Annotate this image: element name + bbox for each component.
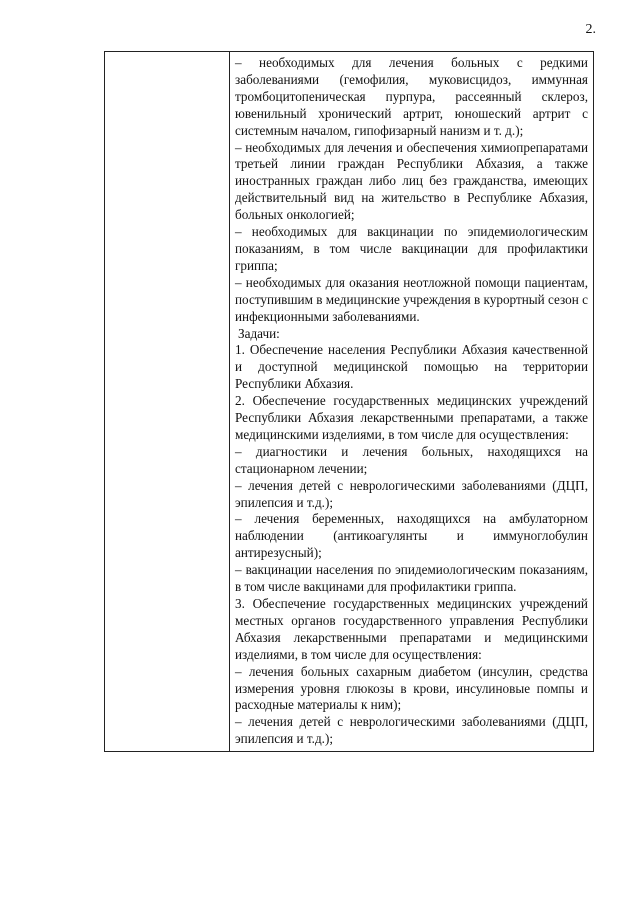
task-3-item-diabetes: – лечения больных сахарным диабетом (инсулин, средства измерения уровня глюкозы в крови, инсулиновые помпы и расходные материалы к ним); xyxy=(235,663,588,713)
task-1: 1. Обеспечение населения Республики Абхазия качественной и доступной медицинской помощью на территории Республики Абхазия. xyxy=(235,342,588,392)
paragraph-rare-diseases: – необходимых для лечения больных с редкими заболеваниями (гемофилия, муковисцидоз, иммунная тромбоцитопеническая пурпура, рассеянный склероз, ювенильный хронический артрит, юношеский артрит с системным началом, гипофизарный нанизм и т. д.); xyxy=(235,55,588,138)
task-2-item-pregnant: – лечения беременных, находящихся на амбулаторном наблюдении (антикоагулянты и иммуноглобулин антирезусный); xyxy=(235,511,588,561)
task-3-item-children-neurology: – лечения детей с неврологическими заболеваниями (ДЦП, эпилепсия и т.д.); xyxy=(235,714,588,747)
tasks-heading: Задачи: xyxy=(238,325,280,341)
paragraph-emergency-care: – необходимых для оказания неотложной помощи пациентам, поступившим в медицинские учреждения в курортный сезон с инфекционными заболеваниями. xyxy=(235,274,588,324)
left-column-cell xyxy=(105,52,230,752)
task-2: 2. Обеспечение государственных медицинских учреждений Республики Абхазия лекарственными препаратами, а также медицинскими изделиями, в том числе для осуществления: xyxy=(235,393,588,442)
task-3: 3. Обеспечение государственных медицинских учреждений местных органов государственного управления Республики Абхазия лекарственными препаратами и медицинскими изделиями, в том числе для осуществления: xyxy=(235,596,588,662)
paragraph-chemotherapy: – необходимых для лечения и обеспечения химиопрепаратами третьей линии граждан Республики Абхазия, а также иностранных граждан либо лиц без гражданства, имеющих действительный вид на жительство в Республике Абхазия, больных онкологией; xyxy=(235,139,588,223)
content-table xyxy=(104,51,594,752)
paragraph-vaccination: – необходимых для вакцинации по эпидемиологическим показаниям, в том числе вакцинации для профилактики гриппа; xyxy=(235,224,588,273)
table-row xyxy=(105,52,594,752)
page-number: 2. xyxy=(585,22,596,37)
task-2-item-children-neurology: – лечения детей с неврологическими заболеваниями (ДЦП, эпилепсия и т.д.); xyxy=(235,477,588,510)
task-2-item-diagnostics: – диагностики и лечения больных, находящихся на стационарном лечении; xyxy=(235,443,588,476)
task-2-item-vaccination: – вакцинации населения по эпидемиологическим показаниям, в том числе вакцинами для профилактики гриппа. xyxy=(235,562,588,595)
right-column-cell xyxy=(230,52,594,752)
